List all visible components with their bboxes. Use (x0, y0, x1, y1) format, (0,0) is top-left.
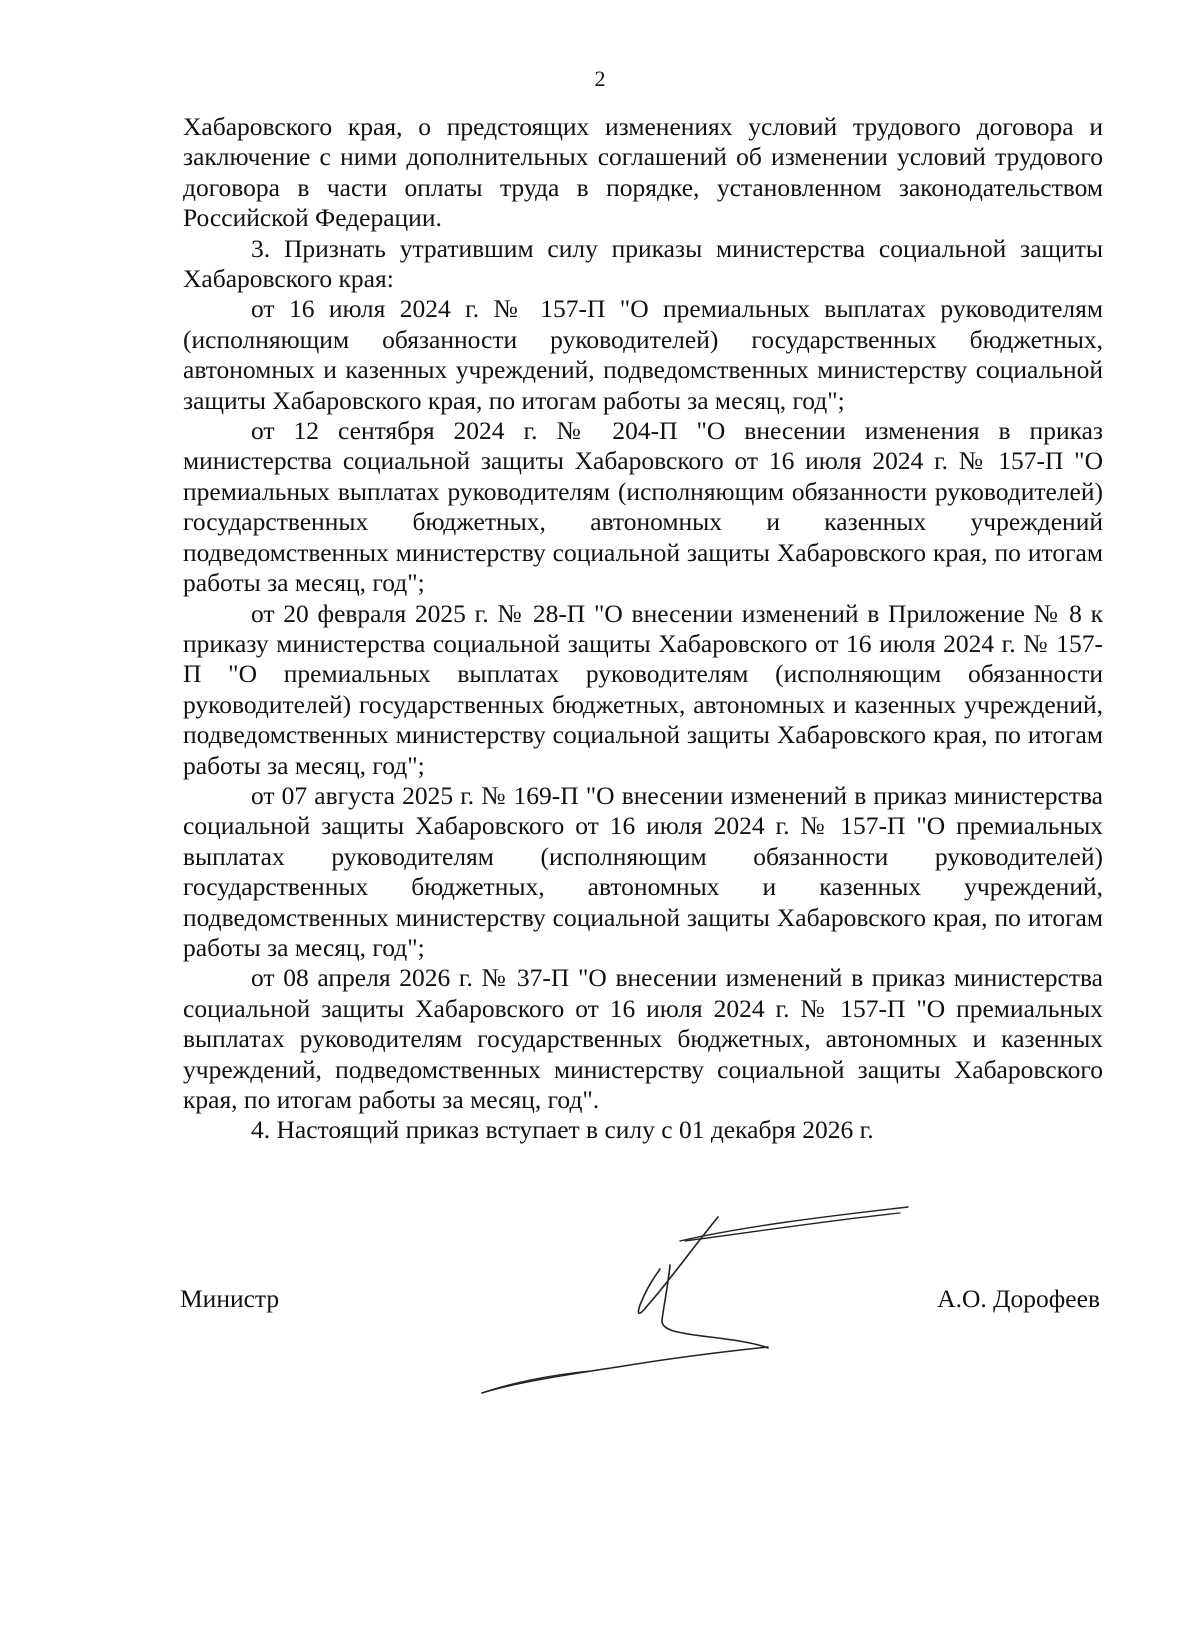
paragraph-continuation: Хабаровского края, о предстоящих изменениях условий трудового договора и заключение с ними дополнительных соглашений об изменении условий трудового договора в части оплаты труда в порядке, установленном законодательством Российской Федерации. (183, 112, 1103, 233)
signatory-position: Министр (180, 1284, 280, 1313)
document-body (183, 112, 1103, 1146)
paragraph-order-37: от 08 апреля 2026 г. № 37-П "О внесении изменений в приказ министерства социальной защиты Хабаровского от 16 июля 2024 г. № 157-П "О премиальных выплатах руководителям государственных бюджетных, автономных и казенных учреждений, подведомственных министерству социальной защиты Хабаровского края, по итогам работы за месяц, год". (183, 963, 1103, 1114)
signatory-name: А.О. Дорофеев (937, 1284, 1100, 1313)
paragraph-order-157: от 16 июля 2024 г. № 157-П "О премиальных выплатах руководителям (исполняющим обязанности руководителей) государственных бюджетных, автономных и казенных учреждений, подведомственных министерству социальной защиты Хабаровского края, по итогам работы за месяц, год"; (183, 294, 1103, 415)
paragraph-order-169: от 07 августа 2025 г. № 169-П "О внесении изменений в приказ министерства социальной защиты Хабаровского от 16 июля 2024 г. № 157-П "О премиальных выплатах руководителям (исполняющим обязанности руководителей) государственных бюджетных, автономных и казенных учреждений, подведомственных министерству социальной защиты Хабаровского края, по итогам работы за месяц, год"; (183, 780, 1103, 962)
paragraph-order-28: от 20 февраля 2025 г. № 28-П "О внесении изменений в Приложение № 8 к приказу министерства социальной защиты Хабаровского от 16 июля 2024 г. № 157-П "О премиальных выплатах руководителям (исполняющим обязанности руководителей) государственных бюджетных, автономных и казенных учреждений, подведомственных министерству социальной защиты Хабаровского края, по итогам работы за месяц, год"; (183, 598, 1103, 780)
paragraph-item-4: 4. Настоящий приказ вступает в силу с 01 декабря 2026 г. (251, 1115, 874, 1145)
signature-block (180, 1284, 1100, 1324)
paragraph-item-3: 3. Признать утратившим силу приказы министерства социальной защиты Хабаровского края: (183, 233, 1103, 294)
page-number: 2 (594, 66, 606, 91)
paragraph-order-204: от 12 сентября 2024 г. № 204-П "О внесении изменения в приказ министерства социальной защиты Хабаровского от 16 июля 2024 г. № 157-П "О премиальных выплатах руководителям (исполняющим обязанности руководителей) государственных бюджетных, автономных и казенных учреждений подведомственных министерству социальной защиты Хабаровского края, по итогам работы за месяц, год"; (183, 416, 1103, 598)
